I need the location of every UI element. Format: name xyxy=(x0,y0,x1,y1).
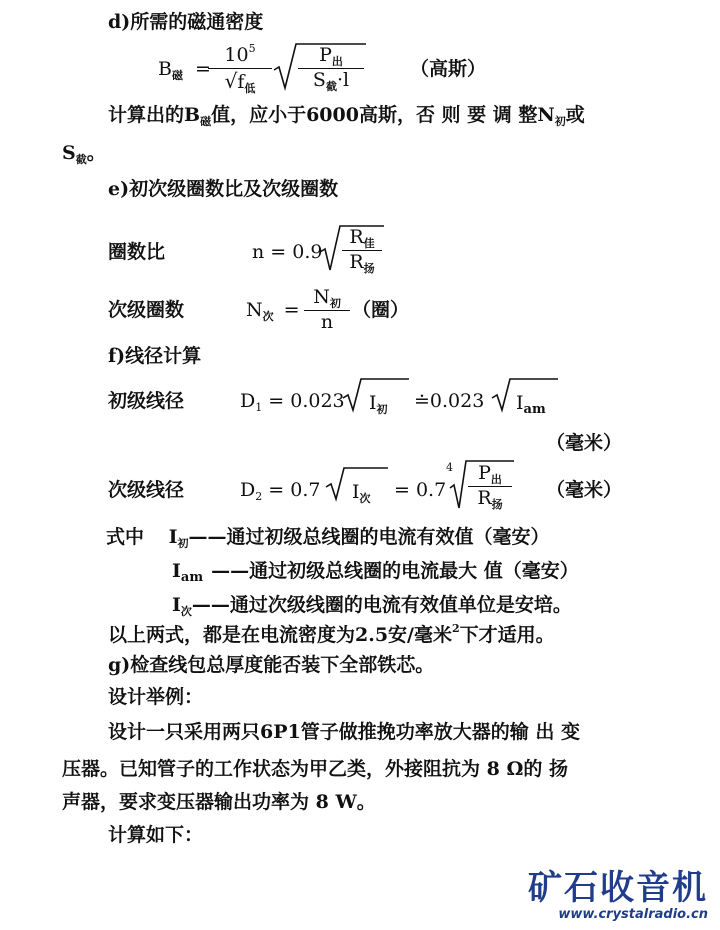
example-paragraph-line2: 压器。已知管子的工作状态为甲乙类，外接阻抗为 8 Ω的 扬 xyxy=(62,758,568,780)
section-d-note-line2: $S_截$。 xyxy=(62,142,106,166)
secondary-unit: （毫米） xyxy=(546,479,623,501)
primary-unit: （毫米） xyxy=(546,432,623,454)
section-d-note-line1: 计算出的$B_磁$值，应小于6000高斯，否 则 要 调 整$N_初$或 xyxy=(108,104,585,128)
formula-b-lhs: $B_磁$ = xyxy=(158,58,211,82)
formula-b-fraction: $10^5$ $√f_低$ xyxy=(208,46,272,93)
section-e-heading: e)初次级圈数比及次级圈数 xyxy=(108,178,339,200)
formula-b-radical xyxy=(274,40,366,92)
site-watermark xyxy=(528,868,708,922)
formula-b-unit: （高斯） xyxy=(410,58,487,80)
example-paragraph-line3: 声器，要求变压器输出功率为 8 W。 xyxy=(62,791,376,813)
secondary-diameter-lhs: $D_2 = 0.7$ xyxy=(240,479,321,503)
secondary-root-index: 4 xyxy=(446,461,453,474)
watermark-title: 矿石收音机 xyxy=(528,868,708,909)
section-f-heading: f)线径计算 xyxy=(108,345,202,367)
primary-diameter-label: 初级线径 xyxy=(108,390,185,412)
turns-label: 次级圈数 xyxy=(108,299,185,321)
secondary-radicand: $P_出$ $R_扬$ xyxy=(468,464,512,509)
turns-lhs: $N_次$ = xyxy=(246,299,300,323)
secondary-radical-1: $I_次$ xyxy=(326,465,388,503)
ratio-radical xyxy=(320,222,384,274)
secondary-diameter-label: 次级线径 xyxy=(108,479,185,501)
ratio-radicand: $R_佳$ $R_扬$ xyxy=(342,228,382,273)
primary-diameter-lhs: $D_1 = 0.023$ xyxy=(240,390,345,414)
legend-item-1: 式中 $I_初——$通过初级总线圈的电流有效值（毫安） xyxy=(106,526,550,550)
example-heading: 设计举例： xyxy=(108,686,204,708)
formula-b-radicand: $P_出$ $S_截\cdot l$ xyxy=(298,46,364,91)
calc-label: 计算如下： xyxy=(108,824,204,846)
legend-item-3: $I_次——$通过次级线圈的电流有效值单位是安培。 xyxy=(172,594,572,618)
ratio-label: 圈数比 xyxy=(108,241,166,263)
section-d-heading: d)所需的磁通密度 xyxy=(108,11,264,33)
secondary-eq2: = 0.7 xyxy=(394,479,447,501)
section-g-heading: g)检查线包总厚度能否装下全部铁芯。 xyxy=(108,654,435,676)
turns-fraction: $N_初$ n xyxy=(304,288,350,333)
primary-radical-2: $I_{am}$ xyxy=(492,376,558,414)
example-paragraph-line1: 设计一只采用两只6P1管子做推挽功率放大器的输 出 变 xyxy=(108,721,580,743)
watermark-url: www.crystalradio.cn xyxy=(558,907,708,922)
ratio-lhs: n = 0.9 xyxy=(252,241,323,263)
legend-applies: 以上两式，都是在电流密度为2.5安/毫米$^2$下才适用。 xyxy=(108,622,555,646)
primary-approx: ≐0.023 xyxy=(414,390,485,412)
turns-unit: （圈） xyxy=(352,299,410,321)
secondary-radical-2 xyxy=(450,458,514,512)
primary-radical-1: $I_初$ xyxy=(343,376,409,414)
legend-item-2: $I_{am}$ ——通过初级总线圈的电流最大 值（毫安） xyxy=(172,560,579,585)
